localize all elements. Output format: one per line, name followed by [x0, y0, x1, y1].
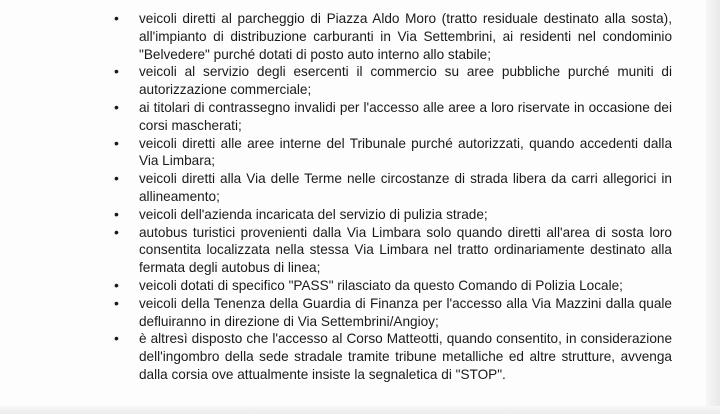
list-item-text: ai titolari di contrassegno invalidi per l'accesso alle aree a loro riservate in occasione dei corsi mascherati; — [139, 99, 672, 133]
list-item-text: veicoli al servizio degli esercenti il commercio su aree pubbliche purché muniti di autorizzazione commerciale; — [139, 64, 672, 98]
list-item-text: autobus turistici provenienti dalla Via Limbara solo quando diretti all'area di sosta loro consentita localizzata nella stessa Via Limbara nel tratto ordinariamente destinato alla fermata degli autobus di linea; — [139, 224, 672, 276]
bullet-icon: • — [114, 170, 119, 187]
bullet-icon: • — [114, 205, 119, 222]
list-item — [112, 63, 672, 99]
bullet-icon: • — [114, 276, 119, 293]
list-item — [112, 330, 672, 383]
bullet-icon: • — [114, 134, 119, 151]
bullet-list — [112, 10, 672, 384]
list-item-text: veicoli dotati di specifico "PASS" rilasciato da questo Comando di Polizia Locale; — [139, 277, 623, 293]
list-item — [112, 206, 672, 224]
list-item — [112, 10, 672, 63]
list-item-text: veicoli diretti al parcheggio di Piazza Aldo Moro (tratto residuale destinato alla sosta), all'impianto di distribuzione carburanti in Via Settembrini, ai residenti nel condominio "Belvedere" purché dotati di posto auto interno allo stabile; — [139, 11, 672, 62]
list-item — [112, 135, 672, 171]
bullet-icon: • — [114, 98, 119, 115]
list-item — [112, 277, 672, 295]
bullet-icon: • — [114, 294, 119, 311]
list-item — [112, 170, 672, 206]
page-edge-shadow — [706, 0, 720, 414]
bullet-icon: • — [114, 330, 119, 347]
list-item-text: veicoli diretti alle aree interne del Tribunale purché autorizzati, quando accedenti dalla Via Limbara; — [139, 135, 672, 169]
list-item — [112, 99, 672, 135]
list-item-text: è altresì disposto che l'accesso al Corso Matteotti, quando consentito, in considerazione dell'ingombro della sede stradale tramite tribune metalliche ed altre strutture, avvenga dalla corsia ove attualmente insiste la segnaletica di "STOP". — [139, 331, 672, 382]
list-item-text: veicoli diretti alla Via delle Terme nelle circostanze di strada libera da carri allegorici in allineamento; — [139, 171, 672, 204]
bullet-icon: • — [114, 223, 119, 240]
list-item — [112, 224, 672, 277]
bullet-icon: • — [114, 10, 119, 26]
list-item-text: veicoli dell'azienda incaricata del servizio di pulizia strade; — [139, 206, 488, 222]
page-bottom-shadow — [0, 406, 720, 414]
list-item — [112, 295, 672, 331]
bullet-icon: • — [114, 63, 119, 80]
list-item-text: veicoli della Tenenza della Guardia di Finanza per l'accesso alla Via Mazzini dalla quale defluiranno in direzione di Via Settembrini/Angioy; — [139, 295, 672, 329]
